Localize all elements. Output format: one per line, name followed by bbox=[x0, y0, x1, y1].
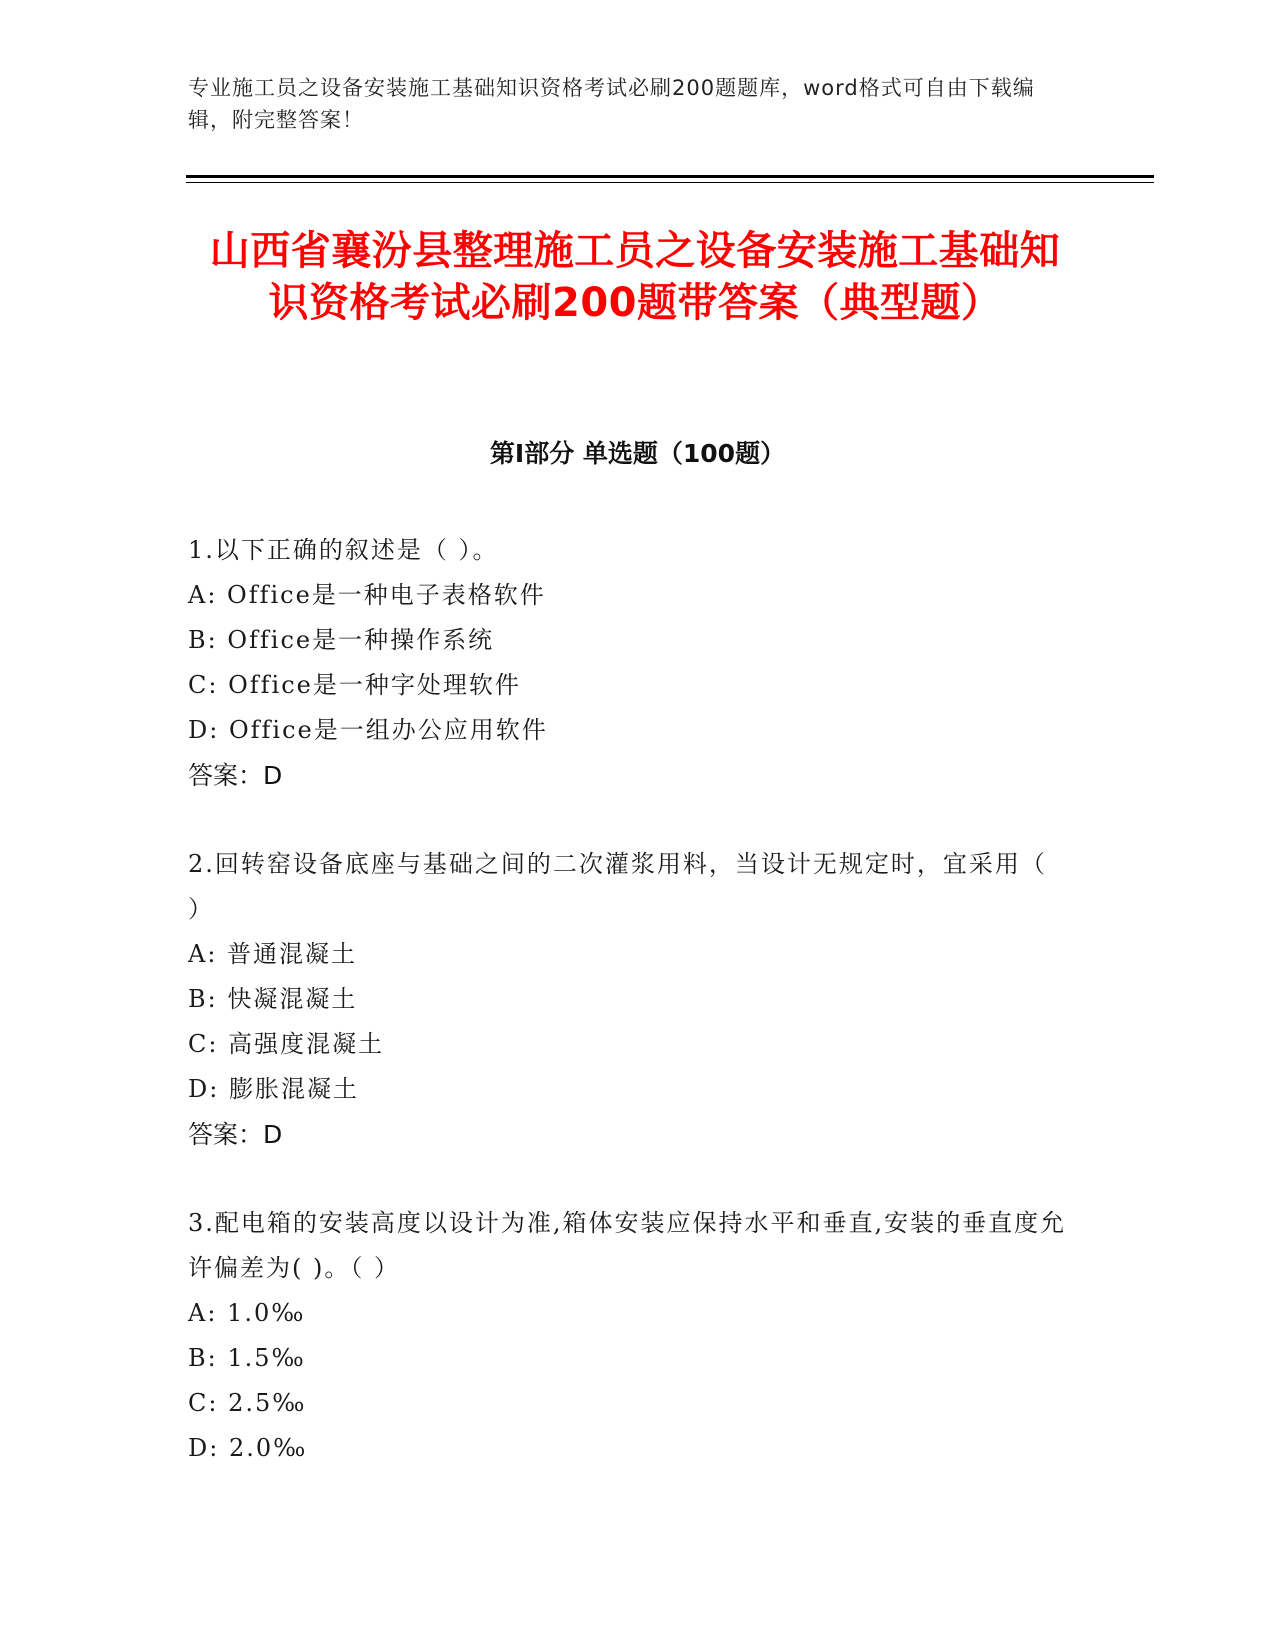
answer-line: 答案：D bbox=[188, 761, 283, 790]
question-3 bbox=[188, 1201, 1068, 1471]
option-c: C: 2.5‰ bbox=[188, 1389, 307, 1417]
option-d: D: 2.0‰ bbox=[188, 1434, 308, 1462]
header-note: 专业施工员之设备安装施工基础知识资格考试必刷200题题库，word格式可自由下载编辑，附完整答案！ bbox=[188, 76, 1035, 132]
answer-line: 答案：D bbox=[188, 1120, 283, 1149]
question-text: 1.以下正确的叙述是（ ）。 bbox=[188, 536, 499, 564]
header-divider-thin bbox=[186, 182, 1154, 183]
document-title: 山西省襄汾县整理施工员之设备安装施工基础知识资格考试必刷200题带答案（典型题） bbox=[209, 228, 1061, 326]
question-text: 3.配电箱的安装高度以设计为准,箱体安装应保持水平和垂直,安装的垂直度允许偏差为( )。（ ） bbox=[188, 1209, 1067, 1282]
header-divider-thick bbox=[186, 175, 1154, 178]
option-b: B: Office是一种操作系统 bbox=[188, 626, 495, 654]
option-d: D: 膨胀混凝土 bbox=[188, 1075, 359, 1103]
section-heading: 第I部分 单选题（100题） bbox=[489, 439, 786, 468]
option-d: D: Office是一组办公应用软件 bbox=[188, 716, 548, 744]
option-c: C: Office是一种字处理软件 bbox=[188, 671, 521, 699]
option-a: A: 1.0‰ bbox=[188, 1299, 306, 1327]
question-2 bbox=[188, 842, 1068, 1157]
option-a: A: 普通混凝土 bbox=[188, 940, 358, 968]
option-b: B: 1.5‰ bbox=[188, 1344, 306, 1372]
question-list bbox=[188, 528, 1068, 1515]
question-text: 2.回转窑设备底座与基础之间的二次灌浆用料，当设计无规定时，宜采用（ ） bbox=[188, 850, 1047, 923]
question-1 bbox=[188, 528, 1068, 798]
option-b: B: 快凝混凝土 bbox=[188, 985, 358, 1013]
option-a: A: Office是一种电子表格软件 bbox=[188, 581, 546, 609]
option-c: C: 高强度混凝土 bbox=[188, 1030, 385, 1058]
